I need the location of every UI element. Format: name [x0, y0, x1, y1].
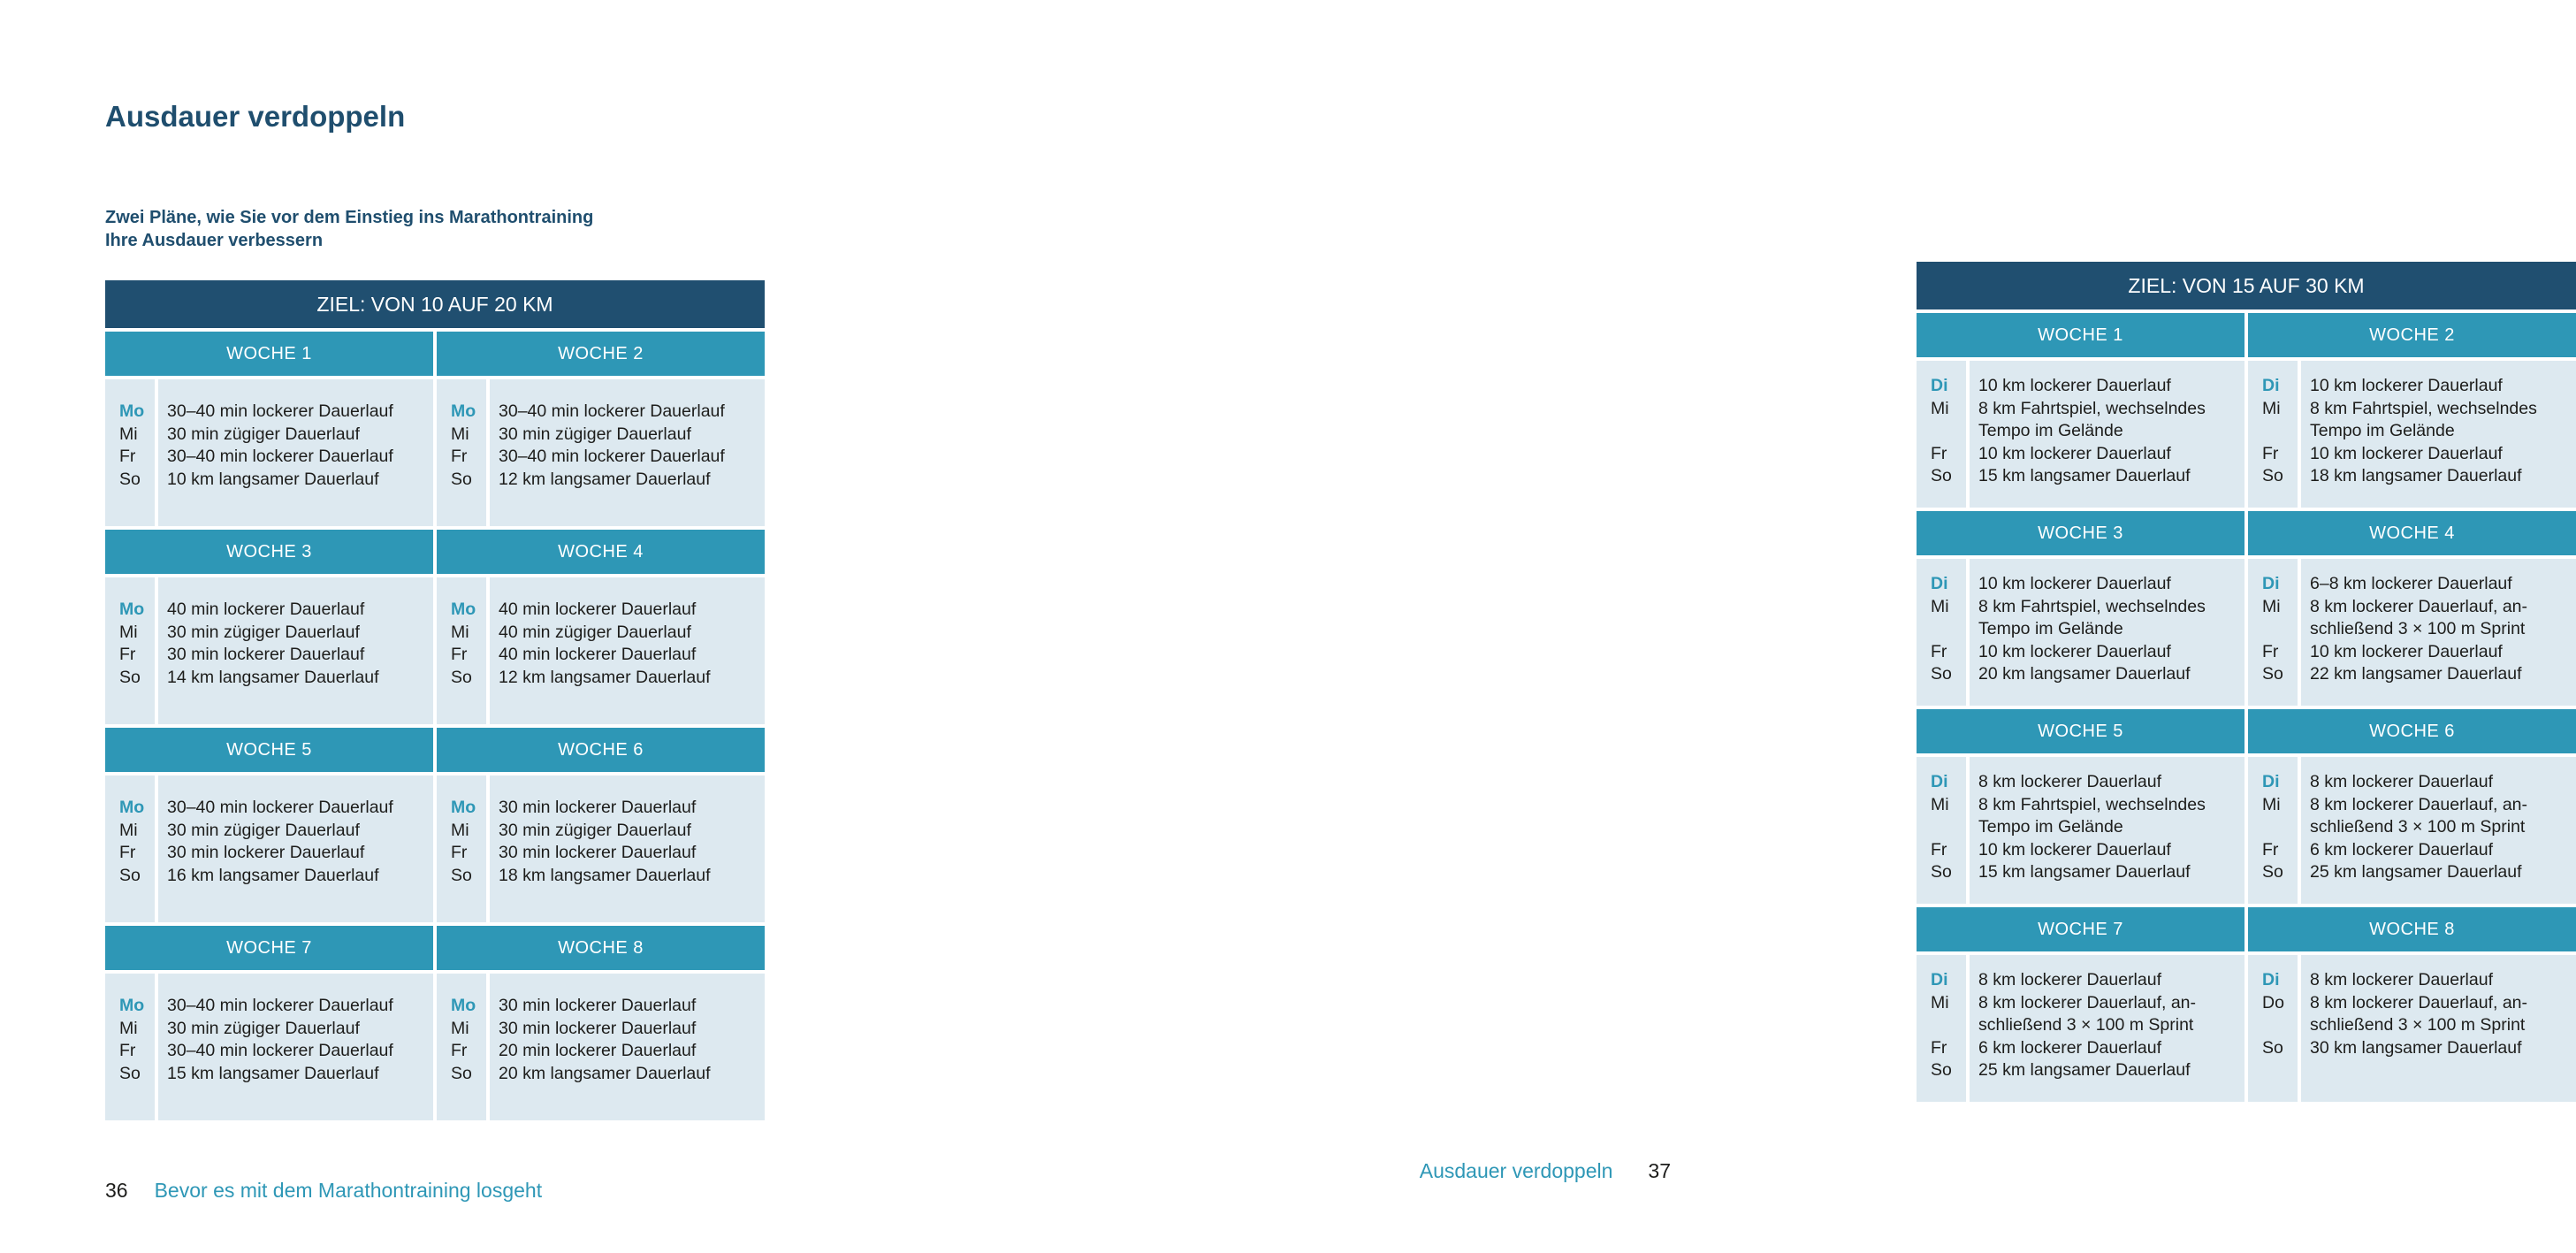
- day-label: So: [119, 667, 141, 687]
- day-column: [1917, 361, 1966, 508]
- activity-text: 8 km lockerer Dauerlauf: [2310, 772, 2493, 791]
- running-footer: Bevor es mit dem Marathontraining losgeht: [154, 1179, 543, 1202]
- intro-line: Zwei Pläne, wie Sie vor dem Einstieg ins Marathontraining: [105, 208, 594, 227]
- activity-text: 8 km lockerer Dauerlauf, an-: [2310, 596, 2528, 616]
- day-label: Fr: [451, 843, 468, 862]
- day-label: Mi: [1931, 794, 1949, 814]
- activity-text: 22 km langsamer Dauerlauf: [2310, 664, 2522, 684]
- day-column: [2248, 559, 2298, 706]
- day-label: So: [451, 667, 472, 687]
- activity-text: 40 min zügiger Dauerlauf: [499, 622, 691, 642]
- activity-text: 30 min lockerer Dauerlauf: [167, 843, 365, 862]
- day-label: Fr: [1931, 1037, 1947, 1058]
- activity-text: 30 min zügiger Dauerlauf: [499, 424, 691, 444]
- week-header: WOCHE 7: [105, 926, 433, 970]
- day-label: Mi: [2262, 398, 2281, 418]
- activity-text: 30 min lockerer Dauerlauf: [499, 1018, 697, 1038]
- activity-column: [158, 974, 433, 1120]
- activity-column: [2301, 361, 2576, 508]
- day-column: [437, 974, 486, 1120]
- activity-text: 6 km lockerer Dauerlauf: [2310, 839, 2493, 860]
- day-label: So: [2262, 664, 2283, 684]
- activity-text: Tempo im Gelände: [1978, 817, 2123, 837]
- activity-text: 8 km lockerer Dauerlauf: [1978, 772, 2161, 791]
- activity-text: 20 km langsamer Dauerlauf: [1978, 664, 2191, 684]
- activity-text: 10 km lockerer Dauerlauf: [2310, 641, 2503, 661]
- week-block: [105, 728, 433, 922]
- week-body: [2248, 361, 2576, 508]
- week-header: WOCHE 4: [437, 530, 765, 574]
- activity-text: 30 min zügiger Dauerlauf: [167, 820, 360, 840]
- activity-text: 30 min lockerer Dauerlauf: [499, 798, 697, 817]
- activity-text: Tempo im Gelände: [1978, 619, 2123, 638]
- activity-column: [2301, 757, 2576, 904]
- day-label: [2262, 618, 2298, 641]
- day-label: Fr: [119, 645, 136, 664]
- activity-column: [158, 577, 433, 724]
- day-column: [2248, 361, 2298, 508]
- week-header: WOCHE 4: [2248, 511, 2576, 555]
- week-body: [1917, 361, 2244, 508]
- day-label: Mo: [119, 996, 145, 1015]
- day-label: Di: [1931, 574, 1948, 593]
- day-label: Di: [2262, 772, 2280, 791]
- activity-column: [490, 974, 765, 1120]
- activity-text: 15 km langsamer Dauerlauf: [167, 1063, 379, 1083]
- activity-text: 18 km langsamer Dauerlauf: [499, 865, 711, 885]
- activity-text: 10 km lockerer Dauerlauf: [1978, 839, 2171, 860]
- activity-text: 10 km lockerer Dauerlauf: [1978, 443, 2171, 463]
- week-header: WOCHE 6: [2248, 709, 2576, 753]
- intro-text: [105, 206, 593, 252]
- day-column: [105, 974, 155, 1120]
- week-block: [2248, 907, 2576, 1102]
- activity-text: 8 km lockerer Dauerlauf, an-: [1978, 992, 2197, 1012]
- activity-column: [1970, 955, 2244, 1102]
- day-label: So: [1931, 862, 1952, 882]
- day-label: [2262, 420, 2298, 443]
- day-label: Mi: [1931, 596, 1949, 616]
- activity-text: 30 min lockerer Dauerlauf: [167, 645, 365, 664]
- week-header: WOCHE 7: [1917, 907, 2244, 951]
- day-label: Fr: [2262, 839, 2279, 860]
- week-block: [2248, 313, 2576, 508]
- week-header: WOCHE 5: [1917, 709, 2244, 753]
- training-plan-10-20: [105, 280, 765, 1124]
- activity-column: [1970, 757, 2244, 904]
- activity-column: [2301, 559, 2576, 706]
- activity-text: 30 min zügiger Dauerlauf: [167, 424, 360, 444]
- week-body: [1917, 757, 2244, 904]
- activity-text: 30–40 min lockerer Dauerlauf: [499, 447, 725, 466]
- activity-text: 30–40 min lockerer Dauerlauf: [167, 1041, 393, 1060]
- day-label: Fr: [1931, 443, 1947, 463]
- day-label: Di: [2262, 574, 2280, 593]
- week-block: [1917, 313, 2244, 508]
- activity-column: [1970, 361, 2244, 508]
- activity-column: [1970, 559, 2244, 706]
- activity-text: 20 km langsamer Dauerlauf: [499, 1063, 711, 1083]
- activity-text: 8 km Fahrtspiel, wechselndes: [1978, 794, 2206, 814]
- activity-text: 30–40 min lockerer Dauerlauf: [167, 996, 393, 1015]
- week-header: WOCHE 8: [437, 926, 765, 970]
- activity-text: 8 km lockerer Dauerlauf, an-: [2310, 992, 2528, 1012]
- day-label: So: [451, 1063, 472, 1083]
- day-label: Di: [1931, 772, 1948, 791]
- activity-text: 30 min zügiger Dauerlauf: [499, 820, 691, 840]
- activity-text: schließend 3 × 100 m Sprint: [1978, 1015, 2194, 1035]
- activity-text: 30–40 min lockerer Dauerlauf: [167, 798, 393, 817]
- activity-text: 8 km Fahrtspiel, wechselndes: [1978, 398, 2206, 418]
- activity-text: 25 km langsamer Dauerlauf: [2310, 862, 2522, 882]
- activity-text: schließend 3 × 100 m Sprint: [2310, 1015, 2526, 1035]
- day-label: Mi: [451, 622, 469, 642]
- page-number: 36: [105, 1179, 128, 1202]
- day-label: Fr: [2262, 641, 2279, 661]
- intro-line: Ihre Ausdauer verbessern: [105, 231, 324, 250]
- day-label: So: [1931, 466, 1952, 485]
- footer-left: [105, 1178, 542, 1203]
- day-label: So: [2262, 862, 2283, 882]
- day-label: So: [1931, 1060, 1952, 1080]
- day-label: So: [119, 469, 141, 489]
- day-label: Mo: [451, 600, 476, 619]
- activity-text: 30 km langsamer Dauerlauf: [2310, 1037, 2522, 1058]
- week-body: [2248, 955, 2576, 1102]
- day-column: [1917, 559, 1966, 706]
- day-column: [437, 775, 486, 922]
- day-label: Fr: [119, 1041, 136, 1060]
- day-label: Mi: [451, 820, 469, 840]
- week-body: [105, 577, 433, 724]
- day-label: Do: [2262, 992, 2284, 1012]
- week-header: WOCHE 1: [105, 332, 433, 376]
- activity-text: schließend 3 × 100 m Sprint: [2310, 619, 2526, 638]
- activity-text: 30–40 min lockerer Dauerlauf: [167, 401, 393, 421]
- activity-text: 40 min lockerer Dauerlauf: [499, 645, 697, 664]
- activity-text: 10 km lockerer Dauerlauf: [1978, 641, 2171, 661]
- week-block: [437, 530, 765, 724]
- right-page: [888, 0, 2537, 1253]
- week-body: [437, 974, 765, 1120]
- activity-text: 30–40 min lockerer Dauerlauf: [167, 447, 393, 466]
- day-label: Di: [2262, 970, 2280, 989]
- day-label: Mi: [119, 1018, 138, 1038]
- day-column: [105, 577, 155, 724]
- activity-column: [490, 379, 765, 526]
- week-block: [2248, 709, 2576, 904]
- activity-column: [490, 577, 765, 724]
- day-label: So: [451, 469, 472, 489]
- day-label: So: [2262, 1037, 2283, 1058]
- day-label: Mo: [451, 798, 476, 817]
- day-label: Mo: [451, 401, 476, 421]
- day-label: [1931, 618, 1966, 641]
- day-label: Fr: [1931, 839, 1947, 860]
- activity-column: [490, 775, 765, 922]
- day-label: Fr: [2262, 443, 2279, 463]
- day-label: Mo: [451, 996, 476, 1015]
- day-label: Fr: [1931, 641, 1947, 661]
- day-label: [1931, 1014, 1966, 1037]
- activity-text: 16 km langsamer Dauerlauf: [167, 865, 379, 885]
- plan-title: ZIEL: VON 15 AUF 30 KM: [1917, 262, 2576, 313]
- week-body: [2248, 559, 2576, 706]
- week-block: [1917, 907, 2244, 1102]
- activity-text: 8 km Fahrtspiel, wechselndes: [1978, 596, 2206, 616]
- week-body: [105, 775, 433, 922]
- day-label: So: [119, 1063, 141, 1083]
- day-label: Mo: [119, 798, 145, 817]
- day-column: [437, 379, 486, 526]
- day-label: Mi: [119, 622, 138, 642]
- day-label: [1931, 816, 1966, 839]
- day-label: Di: [2262, 376, 2280, 395]
- week-header: WOCHE 6: [437, 728, 765, 772]
- week-header: WOCHE 2: [437, 332, 765, 376]
- day-column: [2248, 955, 2298, 1102]
- week-body: [437, 577, 765, 724]
- day-label: So: [1931, 664, 1952, 684]
- day-column: [2248, 757, 2298, 904]
- day-label: Mi: [119, 424, 138, 444]
- week-block: [1917, 709, 2244, 904]
- day-label: Mi: [1931, 398, 1949, 418]
- training-plan-15-30: [1917, 262, 2576, 1105]
- day-label: So: [119, 865, 141, 885]
- week-block: [437, 332, 765, 526]
- activity-text: 8 km lockerer Dauerlauf, an-: [2310, 794, 2528, 814]
- week-block: [437, 926, 765, 1120]
- day-column: [1917, 757, 1966, 904]
- week-block: [1917, 511, 2244, 706]
- activity-text: 10 km lockerer Dauerlauf: [2310, 443, 2503, 463]
- activity-text: 8 km lockerer Dauerlauf: [1978, 970, 2161, 989]
- activity-text: 40 min lockerer Dauerlauf: [167, 600, 365, 619]
- activity-text: Tempo im Gelände: [1978, 421, 2123, 440]
- footer-right: [1420, 1158, 1671, 1183]
- activity-text: 12 km langsamer Dauerlauf: [499, 469, 711, 489]
- activity-text: 30 min lockerer Dauerlauf: [499, 843, 697, 862]
- page-heading: Ausdauer verdoppeln: [105, 100, 406, 133]
- day-label: Fr: [451, 447, 468, 466]
- day-label: Mi: [451, 1018, 469, 1038]
- week-body: [105, 974, 433, 1120]
- day-column: [105, 775, 155, 922]
- week-header: WOCHE 3: [105, 530, 433, 574]
- week-body: [1917, 559, 2244, 706]
- activity-text: 10 km langsamer Dauerlauf: [167, 469, 379, 489]
- week-body: [437, 379, 765, 526]
- left-page: [0, 0, 888, 1253]
- plan-title: ZIEL: VON 10 AUF 20 KM: [105, 280, 765, 332]
- activity-text: 30 min lockerer Dauerlauf: [499, 996, 697, 1015]
- activity-text: 10 km lockerer Dauerlauf: [1978, 376, 2171, 395]
- day-label: Mi: [1931, 992, 1949, 1012]
- week-block: [105, 332, 433, 526]
- activity-text: 8 km Fahrtspiel, wechselndes: [2310, 398, 2537, 418]
- activity-text: 15 km langsamer Dauerlauf: [1978, 862, 2191, 882]
- running-footer: Ausdauer verdoppeln: [1419, 1159, 1613, 1182]
- week-block: [2248, 511, 2576, 706]
- activity-text: 40 min lockerer Dauerlauf: [499, 600, 697, 619]
- week-body: [2248, 757, 2576, 904]
- activity-text: 30 min zügiger Dauerlauf: [167, 1018, 360, 1038]
- week-block: [105, 926, 433, 1120]
- page-number: 37: [1648, 1159, 1671, 1182]
- day-label: Fr: [451, 1041, 468, 1060]
- day-label: Di: [1931, 376, 1948, 395]
- day-column: [1917, 955, 1966, 1102]
- week-body: [105, 379, 433, 526]
- activity-text: 6 km lockerer Dauerlauf: [1978, 1037, 2161, 1058]
- activity-text: 8 km lockerer Dauerlauf: [2310, 970, 2493, 989]
- plan-weeks-grid: [105, 332, 765, 1124]
- day-label: Fr: [119, 447, 136, 466]
- activity-text: 10 km lockerer Dauerlauf: [1978, 574, 2171, 593]
- day-label: Di: [1931, 970, 1948, 989]
- day-label: [2262, 1014, 2298, 1037]
- activity-text: 30–40 min lockerer Dauerlauf: [499, 401, 725, 421]
- plan-weeks-grid: [1917, 313, 2576, 1105]
- week-header: WOCHE 1: [1917, 313, 2244, 357]
- activity-column: [158, 775, 433, 922]
- activity-text: 14 km langsamer Dauerlauf: [167, 667, 379, 687]
- activity-text: 18 km langsamer Dauerlauf: [2310, 466, 2522, 485]
- day-label: Fr: [119, 843, 136, 862]
- day-column: [105, 379, 155, 526]
- activity-text: 6–8 km lockerer Dauerlauf: [2310, 574, 2512, 593]
- day-label: Mi: [119, 820, 138, 840]
- week-block: [437, 728, 765, 922]
- week-block: [105, 530, 433, 724]
- week-header: WOCHE 3: [1917, 511, 2244, 555]
- day-label: Mi: [451, 424, 469, 444]
- day-label: So: [451, 865, 472, 885]
- activity-column: [2301, 955, 2576, 1102]
- day-label: [2262, 816, 2298, 839]
- activity-text: schließend 3 × 100 m Sprint: [2310, 817, 2526, 837]
- activity-text: 30 min zügiger Dauerlauf: [167, 622, 360, 642]
- day-label: So: [2262, 466, 2283, 485]
- activity-text: Tempo im Gelände: [2310, 421, 2455, 440]
- week-header: WOCHE 5: [105, 728, 433, 772]
- day-label: Fr: [451, 645, 468, 664]
- day-label: Mo: [119, 401, 145, 421]
- day-label: [1931, 420, 1966, 443]
- week-body: [437, 775, 765, 922]
- day-label: Mi: [2262, 794, 2281, 814]
- activity-text: 25 km langsamer Dauerlauf: [1978, 1060, 2191, 1080]
- day-label: Mi: [2262, 596, 2281, 616]
- activity-text: 15 km langsamer Dauerlauf: [1978, 466, 2191, 485]
- activity-text: 20 min lockerer Dauerlauf: [499, 1041, 697, 1060]
- week-header: WOCHE 2: [2248, 313, 2576, 357]
- activity-text: 10 km lockerer Dauerlauf: [2310, 376, 2503, 395]
- day-label: Mo: [119, 600, 145, 619]
- activity-text: 12 km langsamer Dauerlauf: [499, 667, 711, 687]
- day-column: [437, 577, 486, 724]
- week-header: WOCHE 8: [2248, 907, 2576, 951]
- week-body: [1917, 955, 2244, 1102]
- activity-column: [158, 379, 433, 526]
